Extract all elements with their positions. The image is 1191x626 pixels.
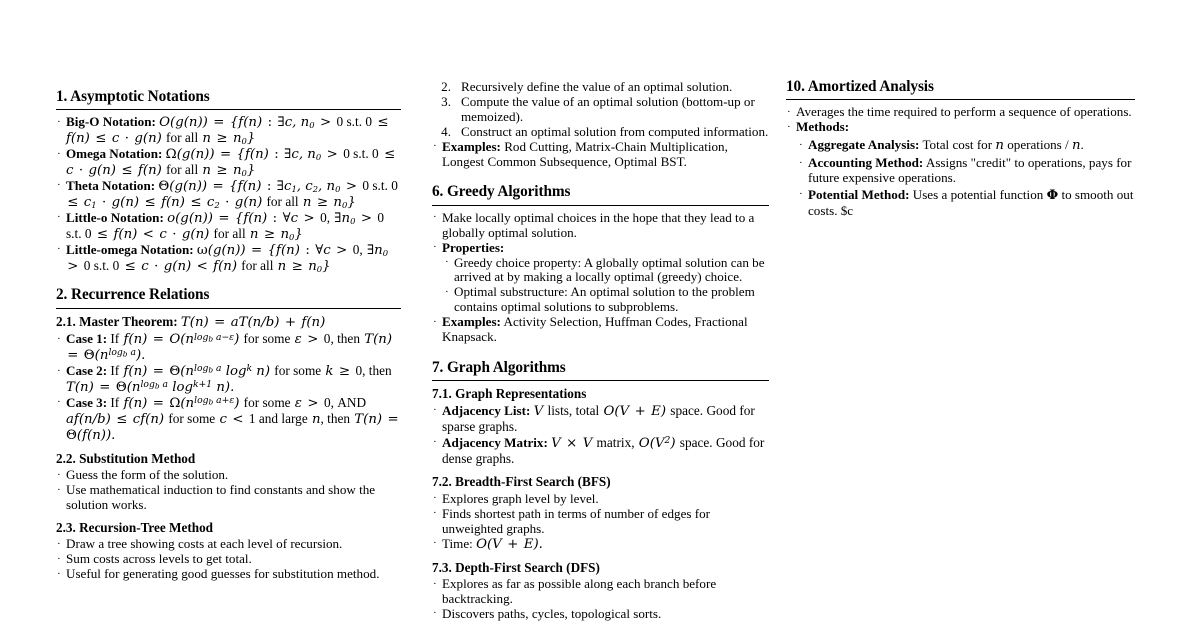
list-item-text: Compute the value of an optimal solution (bottom-up or memoized). bbox=[461, 93, 755, 124]
bullet-icon: · bbox=[433, 537, 437, 550]
list-item-methods bbox=[786, 120, 1135, 135]
section-heading-graph-algorithms: 7. Graph Algorithms bbox=[432, 358, 566, 376]
math-case-1: If $f(n) = O(n^{logb a-\varepsilon})$ for some ε > 0, then $T(n) = \Theta(n^{logb a})$. bbox=[67, 331, 393, 364]
subsection-bfs: 7.2. Breadth-First Search (BFS) bbox=[432, 474, 611, 490]
term-label: Examples: bbox=[442, 314, 501, 330]
list-item-text: Explores as far as possible along each branch before backtracking. bbox=[442, 576, 717, 606]
list-item-text: Guess the form of the solution. bbox=[66, 467, 229, 483]
bullet-icon: · bbox=[57, 567, 61, 580]
asymptotic-notations-list bbox=[56, 115, 401, 274]
list-item-text: Recursively define the value of an optimal solution. bbox=[461, 79, 733, 94]
list-item-properties bbox=[432, 241, 769, 256]
math-theta: Θ(g(n)) = {f(n) : $\exists c_1$, $c_2$, $n_0 > 0$ s.t. $0 \le c_1 \cdot g(n) \le f(n) \le c_2 \cdot g(n)$ for all $n \ge n_0$} bbox=[67, 177, 398, 210]
heading-rule bbox=[432, 380, 769, 381]
bullet-icon: · bbox=[57, 332, 61, 345]
list-item bbox=[432, 577, 769, 607]
list-item-text: Draw a tree showing costs at each level of recursion. bbox=[66, 536, 343, 552]
bullet-icon: · bbox=[57, 537, 61, 550]
list-item-text: Sum costs across levels to get total. bbox=[66, 551, 252, 567]
math-symbol-phi: Φ bbox=[1046, 187, 1059, 203]
bullet-icon: · bbox=[433, 241, 437, 254]
list-item bbox=[56, 567, 401, 582]
math-big-o: O(g(n)) = {f(n) : ∃c, $n_0 > 0$ s.t. 0 ≤ f(n) ≤ c · g(n) for all $n \ge n_0$} bbox=[66, 114, 389, 147]
list-item-omega bbox=[56, 147, 401, 179]
bullet-icon: · bbox=[445, 285, 449, 298]
recursion-tree-method-list bbox=[56, 537, 401, 582]
bullet-icon: · bbox=[57, 364, 61, 377]
subsection-dfs: 7.3. Depth-First Search (DFS) bbox=[432, 559, 600, 575]
list-item-dp-examples bbox=[432, 140, 769, 170]
bullet-icon: · bbox=[57, 468, 61, 481]
subsection-recursion-tree-method: 2.3. Recursion-Tree Method bbox=[56, 519, 213, 535]
case-label: Case 1: bbox=[66, 331, 108, 347]
section-heading-greedy-algorithms: 6. Greedy Algorithms bbox=[432, 183, 571, 201]
list-item-text: Useful for generating good guesses for substitution method. bbox=[66, 566, 380, 582]
list-item bbox=[432, 492, 769, 507]
math-case-2: If $f(n) = \Theta(n^{logb a}$ $\log^k n$) for some k ≥ 0, then $T(n) = \Theta(n^{logb a}$ $\log^{k+1} n$). bbox=[66, 363, 392, 396]
section-heading-asymptotic-notations: 1. Asymptotic Notations bbox=[56, 88, 210, 105]
substitution-method-list bbox=[56, 468, 401, 513]
list-item-text: Construct an optimal solution from computed information. bbox=[461, 123, 769, 139]
dp-examples-list bbox=[432, 140, 769, 170]
term-label: Properties: bbox=[442, 239, 505, 255]
step-number: 3. bbox=[441, 93, 451, 109]
amortized-methods-list bbox=[798, 138, 1135, 219]
list-item-case-3 bbox=[56, 396, 401, 444]
math-var-n: n bbox=[995, 138, 1004, 154]
math-adjacency-matrix: V × V matrix, $O(V^2)$ space. Good for dense graphs. bbox=[442, 434, 765, 466]
bullet-icon: · bbox=[57, 211, 61, 224]
math-omega: Ω(g(n)) = {f(n) : ∃c, $n_0 > 0$ s.t. 0 ≤ c · g(n) ≤ f(n) for all $n \ge n_0$} bbox=[66, 146, 396, 179]
math-adjacency-list: V lists, total O(V + E) space. Good for sparse graphs. bbox=[442, 402, 755, 434]
math-var-n: n bbox=[1071, 138, 1081, 154]
list-item-text: Make locally optimal choices in the hope that they lead to a globally optimal solution. bbox=[442, 209, 755, 240]
section-heading-amortized-analysis: 10. Amortized Analysis bbox=[786, 78, 934, 95]
term-label: Theta Notation: bbox=[66, 177, 156, 193]
bullet-icon: · bbox=[433, 492, 437, 505]
list-item-little-omega bbox=[56, 243, 401, 275]
greedy-list bbox=[432, 211, 769, 256]
subsection-master-theorem bbox=[56, 314, 401, 332]
term-label: Aggregate Analysis: bbox=[808, 137, 920, 153]
bullet-icon: · bbox=[57, 243, 61, 256]
step-number: 4. bbox=[441, 123, 451, 139]
bullet-icon: · bbox=[433, 607, 437, 620]
subsection-graph-representations: 7.1. Graph Representations bbox=[432, 386, 587, 402]
method-text-post: to smooth out costs. $c bbox=[808, 186, 1134, 218]
bullet-icon: · bbox=[57, 179, 61, 192]
bullet-icon: · bbox=[433, 507, 437, 520]
list-item bbox=[56, 537, 401, 552]
column-2 bbox=[432, 0, 769, 626]
step-number: 2. bbox=[441, 79, 451, 94]
list-item-text: Greedy choice property: A globally optimal solution can be arrived at by making a locally optimal (greedy) choice. bbox=[454, 254, 765, 285]
bullet-icon: · bbox=[433, 436, 437, 449]
method-text: Assigns "credit" to operations, pays for future expensive operations. bbox=[808, 155, 1132, 185]
list-item-potential-method bbox=[798, 188, 1135, 219]
case-label: Case 3: bbox=[66, 394, 108, 410]
list-item bbox=[56, 552, 401, 567]
list-item-text: Discovers paths, cycles, topological sorts. bbox=[442, 605, 662, 621]
list-item bbox=[444, 285, 769, 315]
list-item bbox=[432, 211, 769, 241]
subsection-substitution-method: 2.2. Substitution Method bbox=[56, 450, 196, 466]
list-item-theta bbox=[56, 179, 401, 211]
bullet-icon: · bbox=[799, 156, 803, 169]
list-item-accounting-method bbox=[798, 156, 1135, 186]
math-little-o: o(g(n)) = {f(n) : ∀c > 0, $\exists n_0 > 0$ s.t. 0 ≤ f(n) < c · g(n) for all $n \ge n_0$} bbox=[66, 209, 385, 242]
term-label: Big-O Notation: bbox=[66, 114, 156, 130]
method-text-post: . bbox=[1080, 137, 1084, 153]
list-item bbox=[432, 607, 769, 622]
list-item bbox=[56, 483, 401, 513]
column-3 bbox=[786, 0, 1135, 626]
list-item-big-o bbox=[56, 115, 401, 147]
term-label: Examples: bbox=[442, 138, 501, 154]
list-item bbox=[432, 507, 769, 537]
bfs-list bbox=[432, 492, 769, 553]
list-item-step-2 bbox=[436, 80, 769, 95]
math-bfs-time: O(V + E). bbox=[476, 536, 543, 552]
list-item-text: Optimal substructure: An optimal solution to the problem contains optimal solutions to subproblems. bbox=[454, 284, 755, 315]
term-label: Accounting Method: bbox=[808, 155, 924, 171]
case-label: Case 2: bbox=[66, 363, 108, 379]
math-case-3: If $f(n) = \Omega(n^{logb a+\varepsilon})$ for some ε > 0, AND af(n/b) ≤ cf(n) for some c < 1 and large n, then T(n) = Θ(f(n)). bbox=[66, 394, 399, 443]
math-little-omega: ω(g(n)) = {f(n) : ∀c > 0, $\exists n_0 > 0$ s.t. 0 ≤ c · g(n) < f(n) for all $n \ge n_0$} bbox=[67, 241, 389, 274]
list-item-text: Explores graph level by level. bbox=[442, 490, 599, 506]
list-item-text: Averages the time required to perform a sequence of operations. bbox=[796, 104, 1132, 120]
list-item-text: Rod Cutting, Matrix-Chain Multiplication, Longest Common Subsequence, Optimal BST. bbox=[442, 138, 728, 169]
list-item-text: Activity Selection, Huffman Codes, Fractional Knapsack. bbox=[442, 314, 748, 345]
bullet-icon: · bbox=[433, 315, 437, 328]
bullet-icon: · bbox=[57, 147, 61, 160]
math-master-theorem: T(n) = aT(n/b) + f(n) bbox=[180, 314, 326, 330]
bullet-icon: · bbox=[787, 120, 791, 133]
list-item-adjacency-list bbox=[432, 404, 769, 436]
column-1 bbox=[56, 0, 401, 626]
term-label: Adjacency List: bbox=[442, 402, 531, 418]
list-item-little-o bbox=[56, 211, 401, 243]
term-label: Potential Method: bbox=[808, 186, 910, 202]
list-item bbox=[56, 468, 401, 483]
heading-rule bbox=[786, 99, 1135, 100]
method-text-pre: Uses a potential function bbox=[912, 186, 1047, 202]
greedy-examples-list bbox=[432, 315, 769, 345]
method-text-mid: operations / bbox=[1003, 137, 1072, 153]
list-item-step-4 bbox=[436, 125, 769, 140]
method-text-pre: Total cost for bbox=[922, 137, 996, 153]
list-item-text: Finds shortest path in terms of number of edges for unweighted graphs. bbox=[442, 505, 711, 536]
time-label: Time: bbox=[442, 535, 473, 551]
bullet-icon: · bbox=[433, 140, 437, 153]
list-item bbox=[786, 105, 1135, 120]
term-label: Adjacency Matrix: bbox=[442, 434, 548, 450]
term-label: Omega Notation: bbox=[66, 146, 163, 162]
heading-rule bbox=[56, 308, 401, 309]
list-item-adjacency-matrix bbox=[432, 436, 769, 468]
graph-representations-list bbox=[432, 404, 769, 468]
dfs-list bbox=[432, 577, 769, 622]
list-item-aggregate-analysis bbox=[798, 138, 1135, 154]
term-label: Methods: bbox=[796, 119, 850, 135]
list-item bbox=[444, 256, 769, 286]
bullet-icon: · bbox=[433, 211, 437, 224]
subsection-label: 2.1. Master Theorem: bbox=[56, 313, 178, 329]
list-item-step-3 bbox=[436, 95, 769, 125]
term-label: Little-o Notation: bbox=[66, 209, 164, 225]
dynamic-programming-steps bbox=[436, 80, 769, 140]
bullet-icon: · bbox=[799, 138, 803, 151]
bullet-icon: · bbox=[445, 256, 449, 268]
bullet-icon: · bbox=[799, 188, 803, 201]
list-item-greedy-examples bbox=[432, 315, 769, 345]
bullet-icon: · bbox=[57, 552, 61, 565]
heading-rule bbox=[432, 205, 769, 206]
master-theorem-cases bbox=[56, 332, 401, 443]
list-item-case-1 bbox=[56, 332, 401, 364]
bullet-icon: · bbox=[57, 396, 61, 409]
section-heading-recurrence-relations: 2. Recurrence Relations bbox=[56, 286, 210, 304]
amortized-list bbox=[786, 105, 1135, 135]
list-item-bfs-time bbox=[432, 537, 769, 553]
list-item-text: Use mathematical induction to find constants and show the solution works. bbox=[66, 482, 376, 513]
list-item-case-2 bbox=[56, 364, 401, 396]
bullet-icon: · bbox=[57, 483, 61, 496]
greedy-properties-list bbox=[444, 256, 769, 316]
bullet-icon: · bbox=[433, 577, 437, 590]
bullet-icon: · bbox=[57, 115, 61, 128]
heading-rule bbox=[56, 109, 401, 110]
term-label: Little-omega Notation: bbox=[66, 241, 194, 257]
bullet-icon: · bbox=[787, 105, 791, 118]
bullet-icon: · bbox=[433, 404, 437, 417]
